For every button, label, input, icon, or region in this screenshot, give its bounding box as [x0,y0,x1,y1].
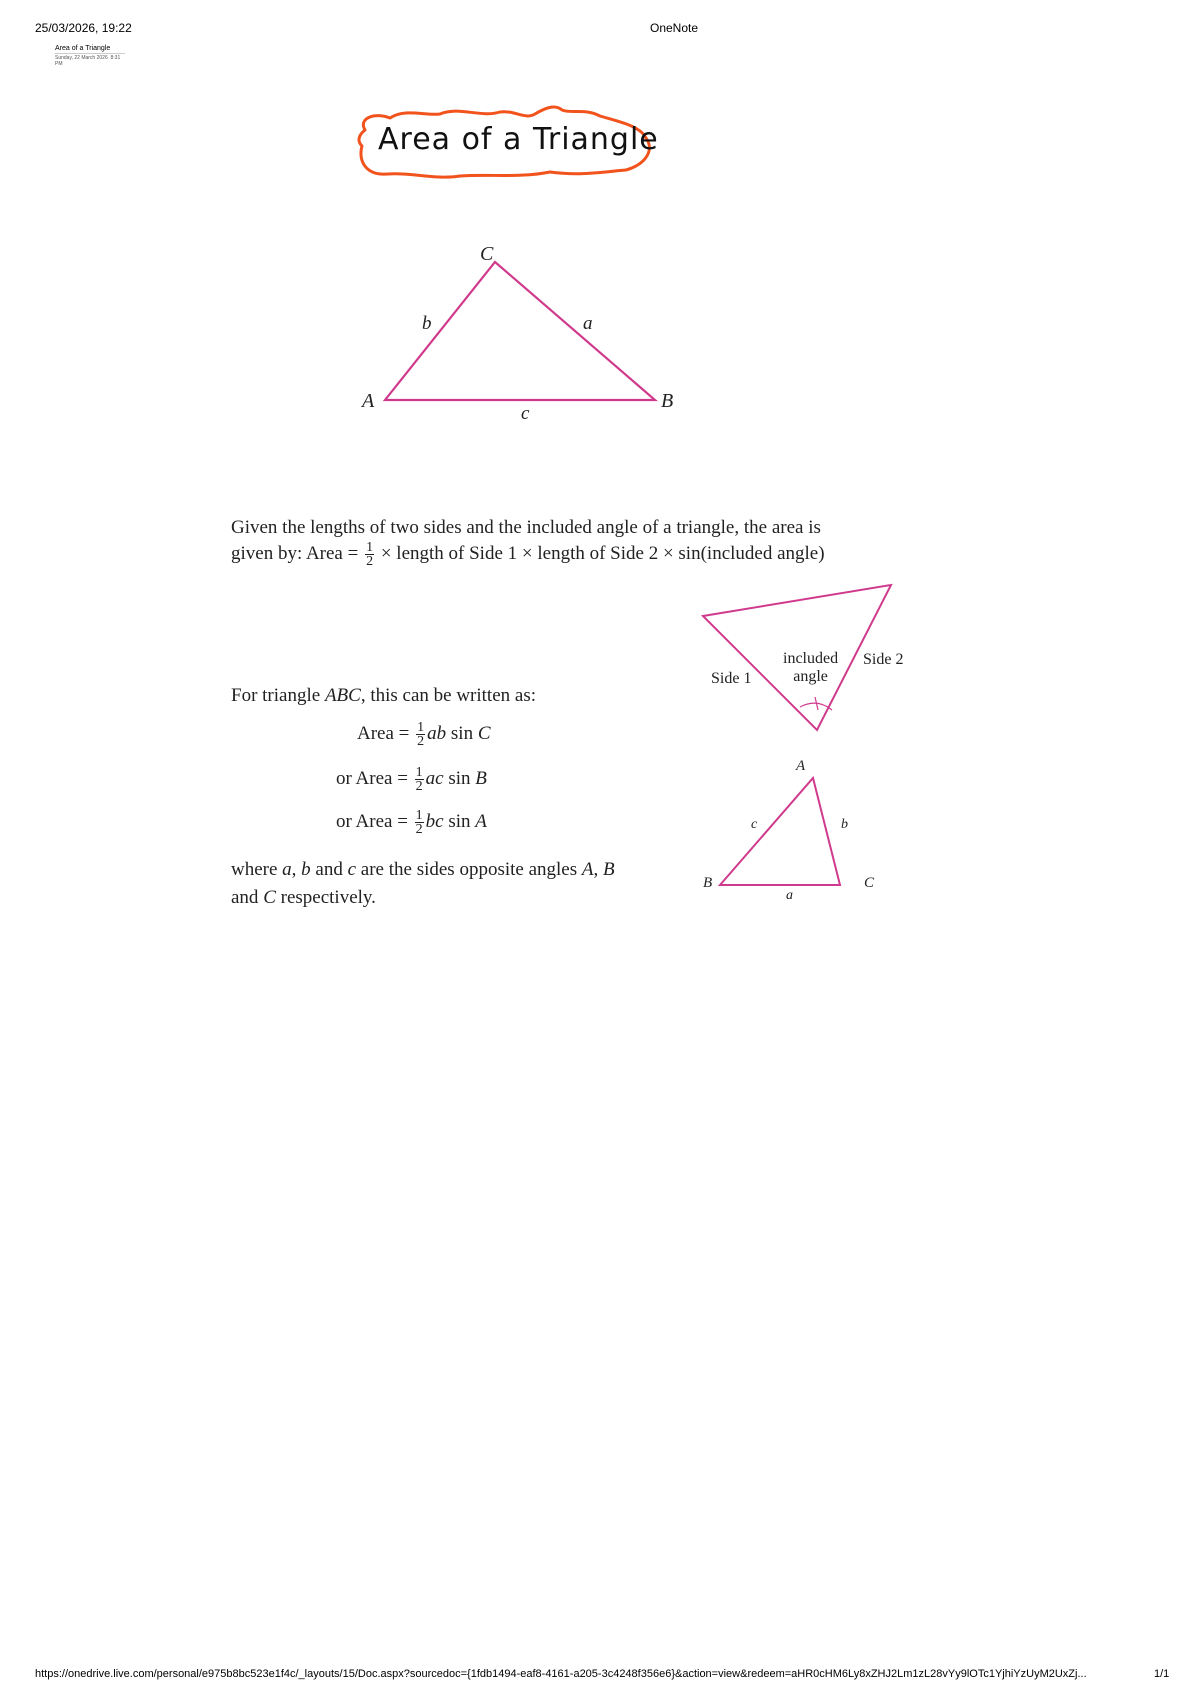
small-triangle [720,778,840,885]
footer-url: https://onedrive.live.com/personal/e975b8bc523e1f4c/_layouts/15/Doc.aspx?sourcedoc={1fdb1494-eaf8-4161-a205-3c4248f356e6}&action=view&redeem=aHR0cHM6Ly8xZHJ2Lm1zL28vYy9lOTc1YjhiYzUyM2UxZj... [35,1668,1087,1680]
main-side-a: a [583,313,593,334]
main-triangle-diagram [350,240,690,420]
small-side-a: a [786,888,793,903]
main-side-b: b [422,313,432,334]
intro-paragraph [231,515,911,568]
small-vertex-a: A [796,758,806,774]
formula-2: or Area = $\frac{1}{2}$ ac sin B [336,765,487,794]
main-vertex-b: B [661,390,674,412]
intro-line-2: given by: Area = $\frac{1}{2}$ × length of Side 1 × length of Side 2 × sin(included angle) [231,540,825,570]
small-triangle-diagram [710,770,870,900]
where-paragraph: where a, b and c are the sides opposite angles A, B and C respectively. [231,859,615,908]
main-vertex-c: C [480,243,494,265]
main-vertex-a: A [362,390,375,412]
main-side-c: c [521,403,530,424]
formula-lead: For triangle ABC, this can be written as: [231,685,537,706]
handwritten-title: Area of a Triangle [378,122,659,157]
formula-3: or Area = $\frac{1}{2}$ bc sin A [336,808,487,837]
page-title: Area of a Triangle [55,45,125,54]
formula-1: Area = $\frac{1}{2}$ ab sin C [357,720,491,749]
side2-label: Side 2 [863,651,904,668]
small-vertex-b: B [703,875,713,891]
small-side-b: b [841,817,848,832]
side1-label: Side 1 [711,670,752,687]
page-date: Sunday, 22 March 2026 8:31 PM [55,55,121,67]
intro-line-1: Given the lengths of two sides and the included angle of a triangle, the area is [231,517,821,538]
footer-page-number: 1/1 [1154,1668,1170,1680]
small-vertex-c: C [864,875,875,891]
print-app-title: OneNote [650,21,699,35]
small-side-c: c [751,817,758,832]
page-header-thumb [55,45,125,67]
print-datetime: 25/03/2026, 19:22 [35,21,132,35]
half-fraction: $\frac{1}{2}$ [366,540,374,570]
included-angle-label: included angle [783,650,839,685]
